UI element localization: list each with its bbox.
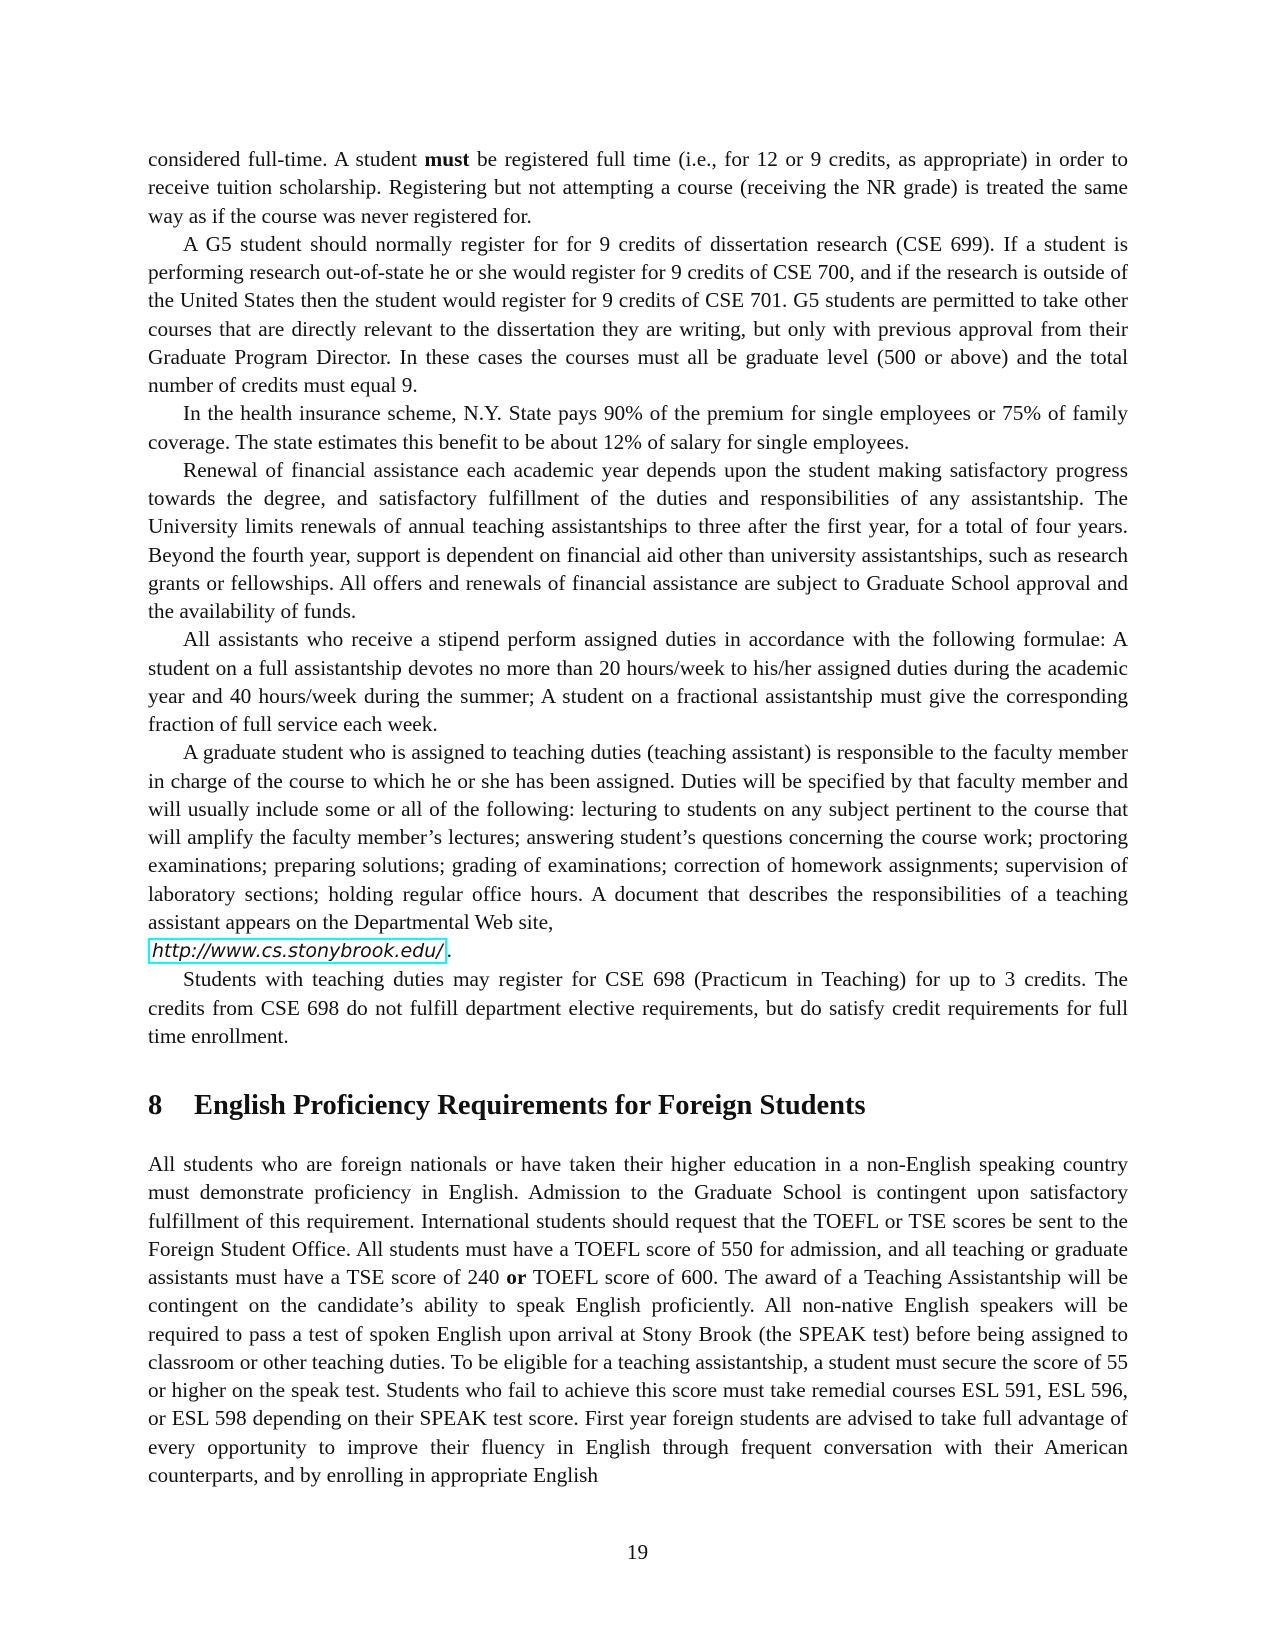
section-heading	[148, 1090, 1128, 1122]
section-title: English Proficiency Requirements for Foreign Students	[194, 1090, 866, 1121]
paragraph-teaching-duties	[148, 738, 1128, 965]
emphasis-or: or	[506, 1265, 527, 1289]
text: .	[446, 938, 452, 962]
paragraph-practicum: Students with teaching duties may register for CSE 698 (Practicum in Teaching) for up to 3 credits. The credits from CSE 698 do not fulfill department elective requirements, but do satisfy credit requirements for full time enrollment.	[148, 967, 1128, 1048]
paragraph-assistants: All assistants who receive a stipend perform assigned duties in accordance with the following formulae: A student on a full assistantship devotes no more than 20 hours/week to his/her assigned duties during the academic year and 40 hours/week during the summer; A student on a fractional assistantship must give the corresponding fraction of full service each week.	[148, 627, 1128, 736]
emphasis-must: must	[424, 147, 470, 171]
text: All students who are foreign nationals or have taken their higher education in a non-English speaking country must demonstrate proficiency in English. Admission to the Graduate School is contingent upon satisfactory fulfillment of this requirement. International students should request that the TOEFL or TSE scores be sent to the Foreign Student Office. All students must have a TOEFL score of 550 for admission, and all teaching or graduate assistants must have a TSE score of 240	[148, 1152, 1128, 1289]
page-number: 19	[626, 1540, 649, 1564]
section-body	[148, 1150, 1128, 1489]
paragraph-g5: A G5 student should normally register for for 9 credits of dissertation research (CSE 699). If a student is performing research out-of-state he or she would register for 9 credits of CSE 700, and if the research is outside of the United States then the student would register for 9 credits of CSE 701. G5 students are permitted to take other courses that are directly relevant to the dissertation they are writing, but only with previous approval from their Graduate Program Director. In these cases the courses must all be graduate level (500 or above) and the total number of credits must equal 9.	[148, 231, 1128, 397]
paragraph-renewal: Renewal of financial assistance each academic year depends upon the student making satisfactory progress towards the degree, and satisfactory fulfillment of the duties and responsibilities of any assistantship. The University limits renewals of annual teaching assistantships to three after the first year, for a total of four years. Beyond the fourth year, support is dependent on financial aid other than university assistantships, such as research grants or fellowships. All offers and renewals of financial assistance are subject to Graduate School approval and the availability of funds.	[148, 457, 1128, 623]
text: TOEFL score of 600. The award of a Teaching Assistantship will be contingent on the candidate’s ability to speak English proficiently. All non-native English speakers will be required to pass a test of spoken English upon arrival at Stony Brook (the SPEAK test) before being assigned to classroom or other teaching duties. To be eligible for a teaching assistantship, a student must secure the score of 55 or higher on the speak test. Students who fail to achieve this score must take remedial courses ESL 591, ESL 596, or ESL 598 depending on their SPEAK test score. First year foreign students are advised to take full advantage of every opportunity to improve their fluency in English through frequent conversation with their American counterparts, and by enrolling in appropriate English	[148, 1265, 1128, 1487]
text: be registered full time (i.e., for 12 or 9 credits, as appropriate) in order to receive tuition scholarship. Registering but not attempting a course (receiving the NR grade) is treated the same way as if the course was never registered for.	[148, 147, 1129, 228]
text: A graduate student who is assigned to teaching duties (teaching assistant) is responsible to the faculty member in charge of the course to which he or she has been assigned. Duties will be specified by that faculty member and will usually include some or all of the following: lecturing to students on any subject pertinent to the course that will amplify the faculty member’s lectures; answering student’s questions concerning the course work; proctoring examinations; preparing solutions; grading of examinations; correction of homework assignments; supervision of laboratory sections; holding regular office hours. A document that describes the responsibilities of a teaching assistant appears on the Departmental Web site,	[148, 740, 1128, 934]
paragraph-fulltime	[148, 145, 1128, 230]
page-body-top	[148, 145, 1128, 1050]
department-website-link[interactable]: http://www.cs.stonybrook.edu/	[148, 938, 447, 964]
paragraph-english-proficiency	[148, 1150, 1128, 1489]
section-number: 8	[148, 1090, 163, 1121]
text: considered full-time. A student	[148, 147, 425, 171]
paragraph-health-insurance: In the health insurance scheme, N.Y. State pays 90% of the premium for single employees or 75% of family coverage. The state estimates this benefit to be about 12% of salary for single employees.	[148, 401, 1128, 454]
